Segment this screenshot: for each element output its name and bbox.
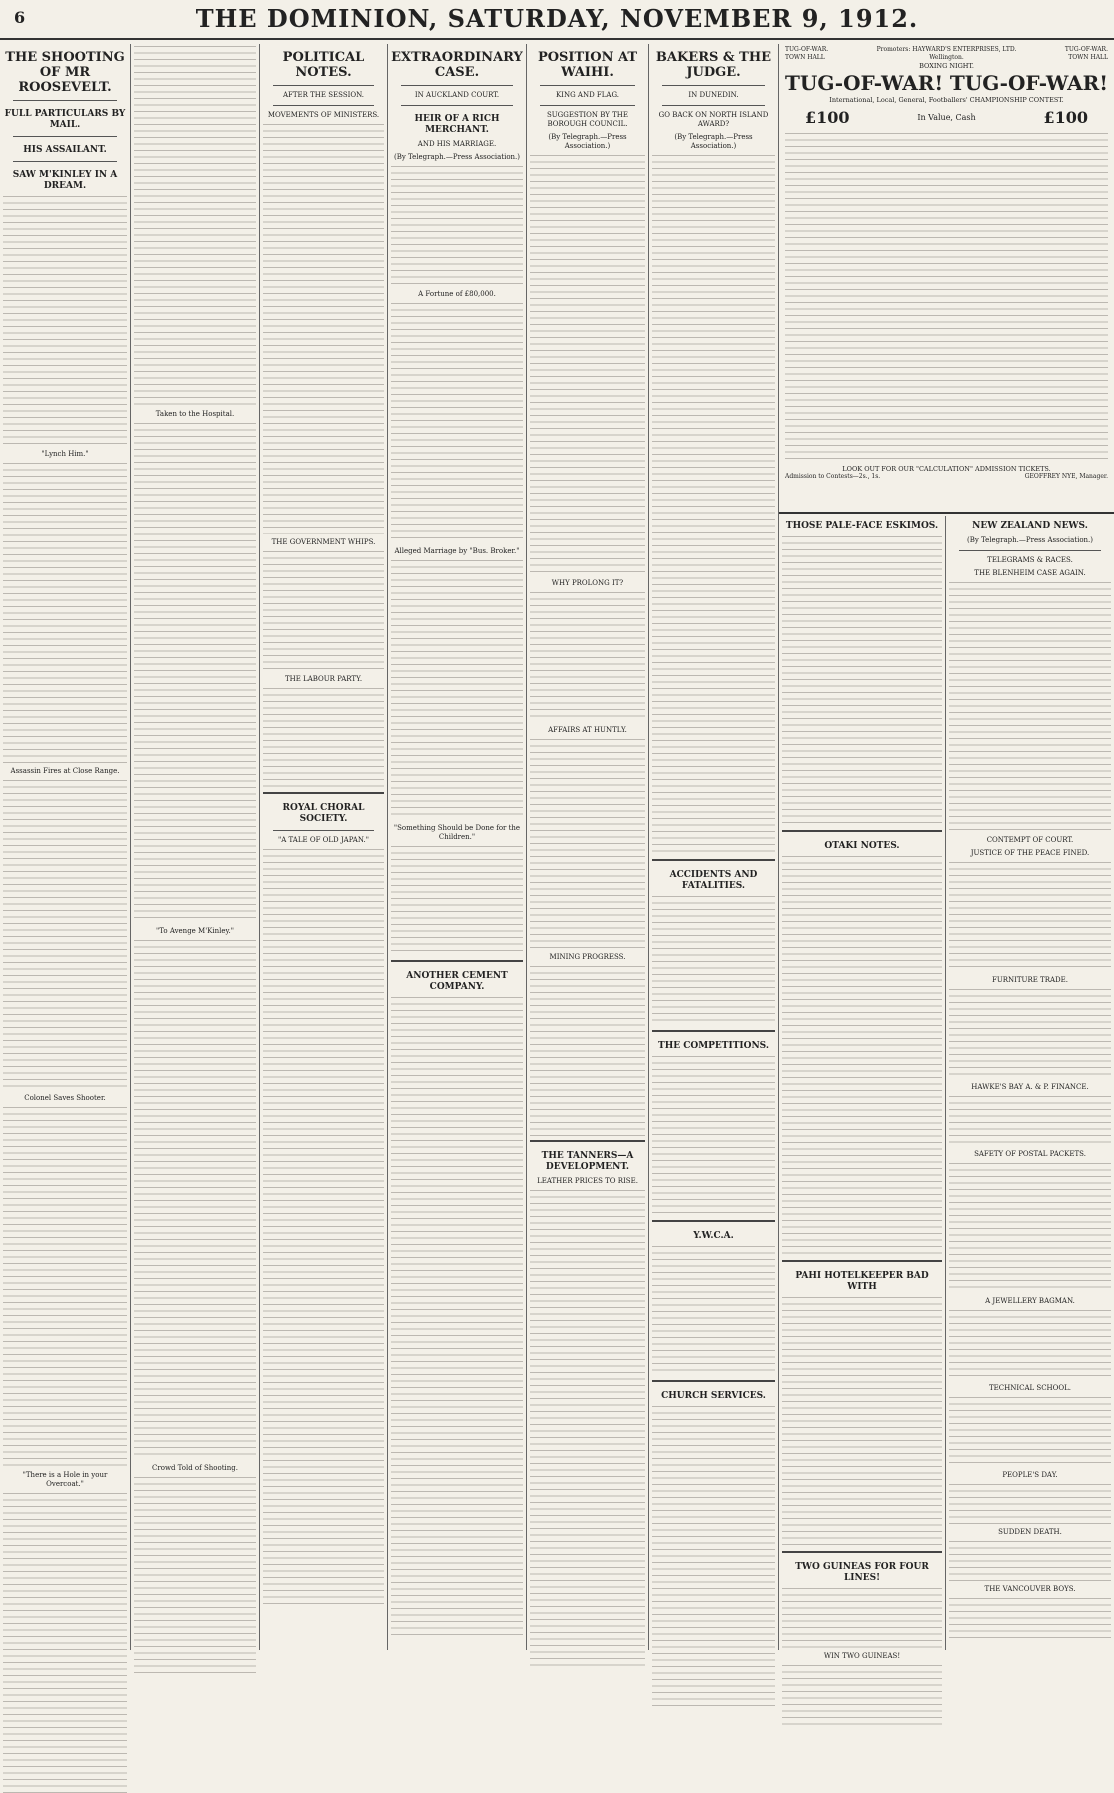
article-body	[652, 1056, 775, 1216]
ad-promoters: Promoters: HAYWARD'S ENTERPRISES, LTD.	[876, 46, 1017, 53]
article-body	[652, 1246, 775, 1376]
section-heading: THE VANCOUVER BOYS.	[984, 1585, 1076, 1593]
section-heading: Alleged Marriage by "Bus. Broker."	[394, 547, 520, 555]
masthead	[0, 0, 1114, 40]
divider	[273, 85, 374, 86]
article-body	[949, 1484, 1111, 1524]
section-heading: "Lynch Him."	[41, 450, 89, 458]
subhead: SAW M'KINLEY IN A DREAM.	[12, 170, 118, 191]
ad-title-right: TUG-OF-WAR!	[949, 71, 1108, 95]
headline-cement-company: ANOTHER CEMENT COMPANY.	[406, 971, 508, 992]
ad-prize-row	[785, 104, 1108, 131]
section-heading: TWO GUINEAS FOR FOUR LINES!	[795, 1562, 929, 1583]
divider	[13, 136, 117, 137]
ad-venue-right: TOWN HALL	[1068, 54, 1108, 61]
article-body	[530, 592, 645, 722]
article-body	[782, 1665, 942, 1725]
ad-top-left: TUG-OF-WAR.	[785, 46, 829, 53]
divider	[782, 1260, 942, 1262]
subhead: IN DUNEDIN.	[688, 91, 739, 99]
section-heading: JUSTICE OF THE PEACE FINED.	[970, 849, 1090, 857]
section-heading: PAHI HOTELKEEPER BAD WITH	[795, 1271, 929, 1292]
article-body	[391, 846, 523, 956]
column-waihi	[527, 44, 649, 1650]
article-body	[391, 997, 523, 1637]
subhead: AND HIS MARRIAGE.	[417, 140, 497, 148]
subhead: IN AUCKLAND COURT.	[414, 91, 500, 99]
article-body	[134, 940, 256, 1460]
byline: (By Telegraph.—Press Association.)	[548, 133, 627, 150]
article-body	[949, 1598, 1111, 1638]
subhead: GO BACK ON NORTH ISLAND AWARD?	[658, 111, 769, 128]
column-nz-news	[946, 516, 1114, 1650]
article-body	[3, 1107, 127, 1467]
subhead: HEIR OF A RICH MERCHANT.	[414, 114, 500, 135]
section-heading: "Something Should be Done for the Children."	[393, 824, 521, 841]
article-body	[263, 551, 384, 671]
divider	[652, 1030, 775, 1032]
divider	[652, 859, 775, 861]
divider	[662, 85, 765, 86]
ad-venue-left: TOWN HALL	[785, 54, 825, 61]
section-heading: "There is a Hole in your Overcoat."	[22, 1471, 108, 1488]
ad-body	[785, 133, 1108, 463]
article-body	[782, 536, 942, 826]
section-heading: SAFETY OF POSTAL PACKETS.	[974, 1150, 1086, 1158]
section-heading: Taken to the Hospital.	[155, 410, 235, 418]
ad-admission: Admission to Contests—2s., 1s.	[785, 473, 881, 480]
subhead: MOVEMENTS OF MINISTERS.	[267, 111, 380, 119]
article-body	[3, 1493, 127, 1793]
article-body	[391, 560, 523, 820]
article-body	[3, 196, 127, 446]
section-heading: MINING PROGRESS.	[549, 953, 626, 961]
subhead: FULL PARTICULARS BY MAIL.	[4, 109, 126, 130]
section-heading: CHURCH SERVICES.	[661, 1391, 766, 1401]
section-heading: ACCIDENTS AND FATALITIES.	[669, 870, 758, 891]
divider	[782, 1551, 942, 1553]
divider	[652, 1220, 775, 1222]
subhead: SUGGESTION BY THE BOROUGH COUNCIL.	[546, 111, 629, 128]
divider	[13, 100, 117, 101]
section-heading: Y.W.C.A.	[693, 1231, 734, 1241]
ad-title-left: TUG-OF-WAR!	[785, 71, 944, 95]
ad-footer-tickets: LOOK OUT FOR OUR "CALCULATION" ADMISSION TICKETS.	[842, 465, 1051, 473]
headline-nz-news: NEW ZEALAND NEWS.	[972, 521, 1088, 531]
section-heading: TELEGRAMS & RACES.	[987, 556, 1073, 564]
section-heading: THE LABOUR PARTY.	[284, 675, 363, 683]
article-body	[782, 856, 942, 1256]
article-body	[530, 966, 645, 1136]
section-heading: Colonel Saves Shooter.	[24, 1094, 106, 1102]
article-body	[949, 1541, 1111, 1581]
byline: (By Telegraph.—Press Association.)	[674, 133, 753, 150]
article-body	[391, 166, 523, 286]
byline: (By Telegraph.—Press Association.)	[393, 153, 521, 161]
subhead: AFTER THE SESSION.	[282, 91, 365, 99]
byline: (By Telegraph.—Press Association.)	[966, 536, 1094, 544]
article-body	[652, 155, 775, 855]
section-heading: Crowd Told of Shooting.	[152, 1464, 238, 1472]
headline-political-notes: POLITICAL NOTES.	[282, 50, 365, 80]
section-heading: PEOPLE'S DAY.	[1002, 1471, 1058, 1479]
page-number: 6	[14, 8, 26, 27]
headline-extraordinary-case: EXTRAORDINARY CASE.	[391, 50, 523, 80]
article-body	[530, 1190, 645, 1670]
article-body	[134, 46, 256, 406]
tug-of-war-advertisement	[779, 44, 1114, 514]
column-political-notes	[260, 44, 388, 1650]
divider	[782, 830, 942, 832]
headline-bakers: BAKERS & THE JUDGE.	[655, 50, 772, 80]
article-body	[782, 1297, 942, 1547]
section-heading: Assassin Fires at Close Range.	[10, 767, 120, 775]
article-body	[263, 688, 384, 788]
ad-manager: GEOFFREY NYE, Manager.	[1024, 473, 1108, 480]
article-body	[652, 896, 775, 1026]
section-heading: CONTEMPT OF COURT.	[986, 836, 1074, 844]
article-body	[652, 1406, 775, 1706]
section-heading: SUDDEN DEATH.	[998, 1528, 1062, 1536]
column-roosevelt	[0, 44, 131, 1650]
subhead: "A TALE OF OLD JAPAN."	[278, 836, 369, 844]
article-body	[391, 303, 523, 543]
article-body	[949, 862, 1111, 972]
article-body	[134, 1477, 256, 1677]
column-roosevelt-continued	[131, 44, 260, 1650]
subhead: HIS ASSAILANT.	[23, 145, 107, 155]
article-body	[949, 1096, 1111, 1146]
section-heading: HAWKE'S BAY A. & P. FINANCE.	[971, 1083, 1089, 1091]
divider	[652, 1380, 775, 1382]
divider	[263, 792, 384, 794]
section-heading: WHY PROLONG IT?	[551, 579, 624, 587]
section-heading: THE COMPETITIONS.	[658, 1041, 769, 1051]
divider	[540, 85, 635, 86]
section-heading: OTAKI NOTES.	[824, 841, 900, 851]
divider	[540, 105, 635, 106]
section-heading: WIN TWO GUINEAS!	[823, 1652, 901, 1660]
article-body	[263, 124, 384, 534]
article-body	[949, 989, 1111, 1079]
headline-waihi: POSITION AT WAIHI.	[537, 50, 638, 80]
article-body	[263, 849, 384, 1609]
article-body	[3, 463, 127, 763]
ad-top-row	[785, 46, 1108, 54]
headline-tanners: THE TANNERS—A DEVELOPMENT.	[541, 1151, 634, 1172]
divider	[401, 105, 513, 106]
section-heading: A Fortune of £80,000.	[418, 290, 496, 298]
article-body	[949, 1397, 1111, 1467]
ad-prize-center: In Value, Cash	[917, 113, 976, 122]
column-eskimos	[779, 516, 946, 1660]
divider	[391, 960, 523, 962]
article-body	[134, 423, 256, 923]
divider	[273, 830, 374, 831]
section-heading: AFFAIRS AT HUNTLY.	[548, 726, 627, 734]
column-right-block	[779, 44, 1114, 1660]
divider	[959, 550, 1101, 551]
article-body	[530, 739, 645, 949]
ad-top-right: TUG-OF-WAR.	[1064, 46, 1108, 53]
divider	[273, 105, 374, 106]
section-heading: FURNITURE TRADE.	[991, 976, 1069, 984]
article-body	[782, 1588, 942, 1648]
column-bakers	[649, 44, 779, 1650]
article-body	[949, 582, 1111, 832]
headline-eskimos: THOSE PALE-FACE ESKIMOS.	[785, 521, 939, 531]
article-body	[949, 1163, 1111, 1293]
headline-roosevelt: THE SHOOTING OF MR ROOSEVELT.	[5, 50, 125, 95]
ad-boxing-night: BOXING NIGHT.	[919, 62, 974, 70]
section-heading: ROYAL CHORAL SOCIETY.	[282, 803, 365, 824]
divider	[13, 161, 117, 162]
divider	[401, 85, 513, 86]
divider	[530, 1140, 645, 1142]
ad-venue-row	[785, 54, 1108, 62]
column-extraordinary-case	[388, 44, 527, 1650]
section-heading: A JEWELLERY BAGMAN.	[985, 1297, 1075, 1305]
newspaper-title: THE DOMINION, SATURDAY, NOVEMBER 9, 1912.	[195, 4, 919, 33]
article-body	[3, 780, 127, 1090]
ad-tagline: International, Local, General, Footballers' CHAMPIONSHIP CONTEST.	[829, 96, 1064, 104]
article-body	[530, 155, 645, 575]
section-heading: TECHNICAL SCHOOL.	[988, 1384, 1072, 1392]
subhead: LEATHER PRICES TO RISE.	[537, 1177, 638, 1185]
article-body	[949, 1310, 1111, 1380]
ad-prize-right: £100	[1043, 108, 1088, 127]
ad-prize-left: £100	[805, 108, 850, 127]
ad-venue-center: Wellington.	[929, 54, 964, 61]
ad-title-row	[785, 70, 1108, 96]
section-heading: "To Avenge M'Kinley."	[156, 927, 234, 935]
subhead: KING AND FLAG.	[555, 91, 620, 99]
ad-footer-row	[785, 473, 1108, 481]
divider	[662, 105, 765, 106]
section-heading: THE GOVERNMENT WHIPS.	[271, 538, 376, 546]
section-heading: THE BLENHEIM CASE AGAIN.	[974, 569, 1086, 577]
